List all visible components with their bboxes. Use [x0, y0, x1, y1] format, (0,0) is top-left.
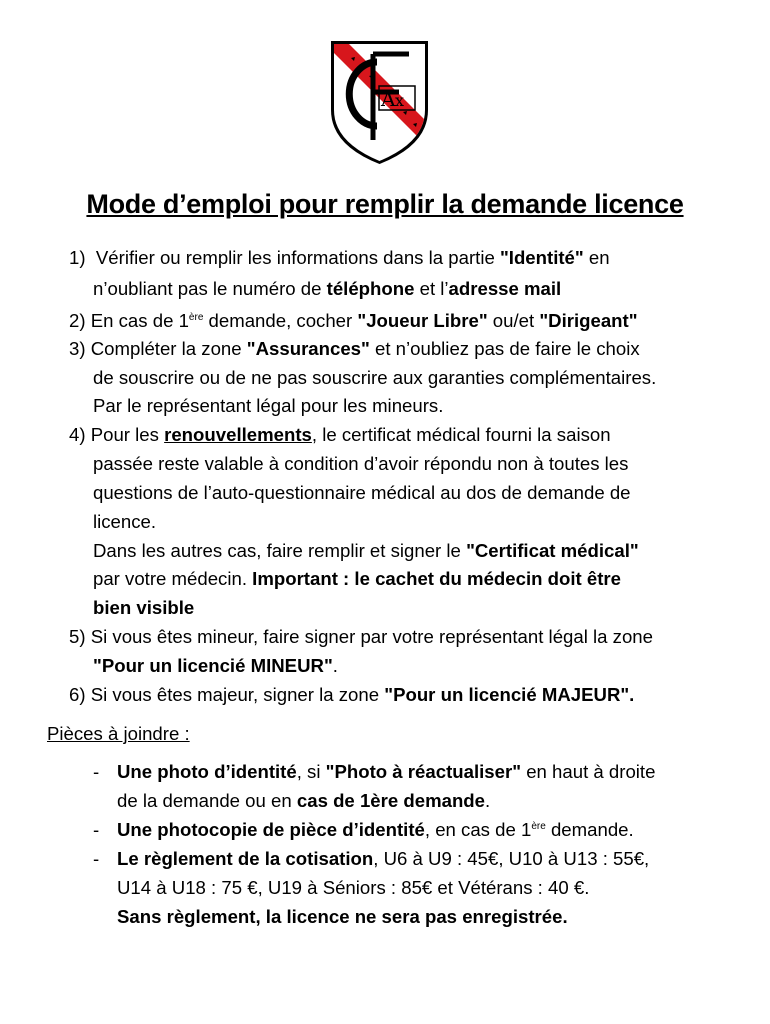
piece-2-text: , en cas de 1	[424, 819, 532, 840]
step-4-certificat-medical: "Certificat médical"	[466, 540, 639, 561]
step-4-important: Important : le cachet du médecin doit être	[252, 568, 621, 589]
piece-1-photo: Une photo d’identité	[117, 761, 297, 782]
step-2-number: 2)	[69, 310, 86, 331]
step-1-line-2	[93, 278, 561, 300]
step-4-text: Pour les	[90, 424, 165, 445]
step-2-superscript: ère	[188, 312, 204, 323]
step-1-number: 1)	[69, 247, 86, 268]
step-4-line-7	[93, 597, 194, 619]
page-title: Mode d’emploi pour remplir la demande licence	[86, 189, 684, 219]
piece-1-reactualiser: "Photo à réactualiser"	[325, 761, 522, 782]
step-2-dirigeant: "Dirigeant"	[539, 310, 638, 331]
step-3-assurances: "Assurances"	[246, 338, 370, 359]
club-logo	[329, 40, 430, 164]
piece-1-premiere-demande: cas de 1ère demande	[296, 790, 485, 811]
piece-3-line-2: U14 à U18 : 75 €, U19 à Séniors : 85€ et Vétérans : 40 €.	[117, 877, 590, 898]
step-5-number: 5)	[69, 626, 86, 647]
svg-text:A: A	[381, 87, 396, 111]
piece-2-dash: -	[93, 819, 100, 840]
step-3-line-3: Par le représentant légal pour les mineurs.	[93, 395, 444, 416]
piece-3-reglement: Le règlement de la cotisation	[117, 848, 374, 869]
piece-2-superscript: ère	[531, 821, 546, 832]
step-3-number: 3)	[69, 338, 86, 359]
step-3-text: Compléter la zone	[90, 338, 247, 359]
step-4-line-3: questions de l’auto-questionnaire médical au dos de demande de	[93, 482, 631, 503]
piece-1-text: , si	[296, 761, 326, 782]
step-1-text-2: n’oubliant pas le numéro de	[93, 278, 327, 299]
step-4-line-6	[93, 568, 621, 590]
step-2-text: En cas de 1	[90, 310, 189, 331]
step-5-pour-mineur: "Pour un licencié MINEUR"	[93, 655, 333, 676]
step-1-adresse-mail: adresse mail	[448, 278, 562, 299]
piece-1-line-1	[117, 761, 655, 783]
piece-3-dash: -	[93, 848, 100, 869]
step-2-text-3: ou/et	[487, 310, 540, 331]
piece-3-warning: Sans règlement, la licence ne sera pas enregistrée.	[117, 906, 568, 927]
step-1-text: Vérifier ou remplir les informations dans la partie	[95, 247, 500, 268]
piece-2-photocopie: Une photocopie de pièce d’identité	[117, 819, 425, 840]
step-2-joueur-libre: "Joueur Libre"	[357, 310, 488, 331]
step-2-text-2: demande, cocher	[203, 310, 358, 331]
step-5-text: Si vous êtes mineur, faire signer par votre représentant légal la zone	[90, 626, 653, 647]
piece-1-line-2	[117, 790, 490, 812]
step-5-period: .	[332, 655, 338, 676]
step-2-line-1	[69, 310, 638, 332]
step-1-telephone: téléphone	[326, 278, 415, 299]
step-1-line-1	[69, 247, 610, 269]
step-4-line-4: licence.	[93, 511, 157, 532]
step-6-text: Si vous êtes majeur, signer la zone	[90, 684, 385, 705]
piece-1-text-3: de la demande ou en	[117, 790, 297, 811]
step-4-line-5	[93, 540, 639, 562]
step-4-text-3: Dans les autres cas, faire remplir et signer le	[93, 540, 467, 561]
piece-2-line-1	[117, 819, 634, 841]
step-4-text-2: , le certificat médical fourni la saison	[311, 424, 611, 445]
step-3-text-2: et n’oubliez pas de faire le choix	[369, 338, 640, 359]
piece-3-line-1	[117, 848, 649, 870]
step-3-line-1	[69, 338, 640, 360]
step-6-line-1	[69, 684, 634, 706]
step-1-text-end: en	[583, 247, 610, 268]
piece-1-period: .	[485, 790, 491, 811]
step-5-line-1	[69, 626, 653, 648]
step-5-line-2	[93, 655, 338, 677]
step-4-line-1	[69, 424, 611, 446]
step-3-line-2: de souscrire ou de ne pas souscrire aux garanties complémentaires.	[93, 367, 657, 388]
piece-3-line-3	[117, 906, 568, 928]
step-4-text-4: par votre médecin.	[93, 568, 253, 589]
svg-text:x: x	[395, 91, 405, 110]
step-6-pour-majeur: "Pour un licencié MAJEUR".	[384, 684, 635, 705]
step-1-identite: "Identité"	[499, 247, 584, 268]
step-6-number: 6)	[69, 684, 86, 705]
step-4-renouvellements: renouvellements	[164, 424, 312, 445]
step-4-bien-visible: bien visible	[93, 597, 195, 618]
piece-1-text-2: en haut à droite	[521, 761, 656, 782]
piece-1-dash: -	[93, 761, 100, 782]
step-4-line-2: passée reste valable à condition d’avoir répondu non à toutes les	[93, 453, 629, 474]
piece-2-text-2: demande.	[545, 819, 634, 840]
step-1-text-3: et l’	[414, 278, 449, 299]
pieces-heading: Pièces à joindre :	[47, 723, 190, 744]
piece-3-tarifs: , U6 à U9 : 45€, U10 à U13 : 55€,	[373, 848, 650, 869]
step-4-number: 4)	[69, 424, 86, 445]
